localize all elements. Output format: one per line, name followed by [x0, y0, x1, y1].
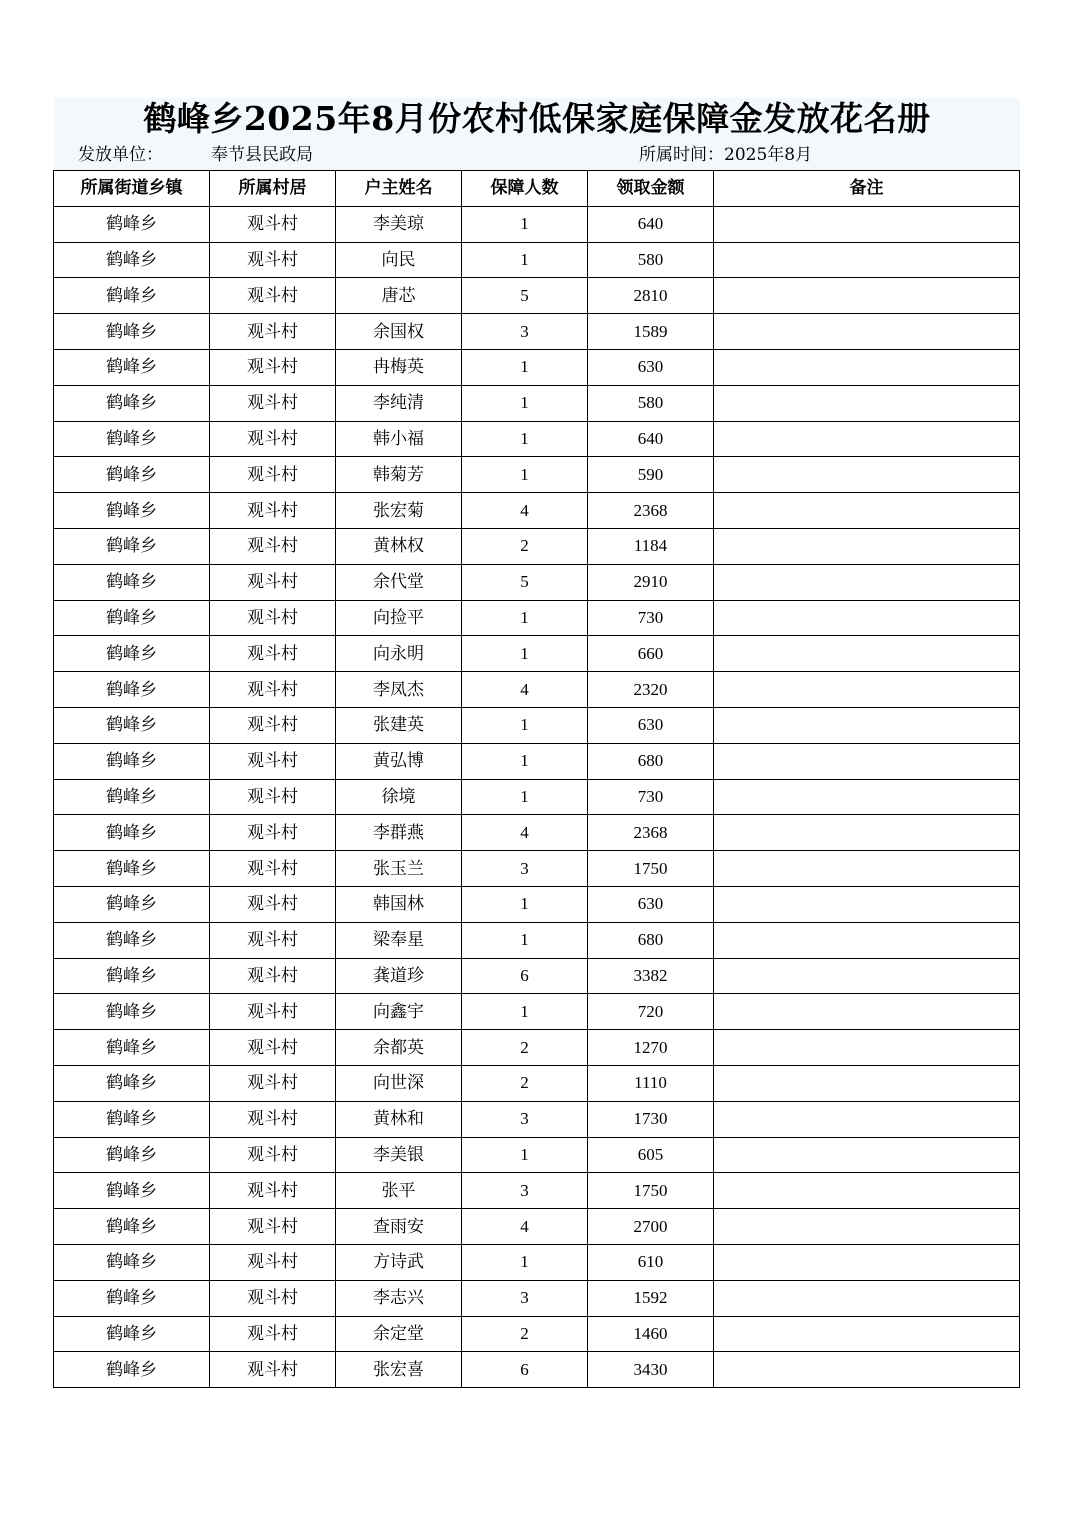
cell-householder: 张玉兰: [336, 851, 462, 887]
cell-town: 鹤峰乡: [54, 672, 210, 708]
cell-note: [714, 815, 1020, 851]
cell-householder: 张宏菊: [336, 493, 462, 529]
cell-householder: 黄林权: [336, 528, 462, 564]
header-village: 所属村居: [210, 171, 336, 207]
table-row: [54, 457, 1020, 493]
cell-village: 观斗村: [210, 600, 336, 636]
cell-householder: 方诗武: [336, 1244, 462, 1280]
cell-count: 5: [462, 564, 588, 600]
cell-count: 1: [462, 457, 588, 493]
cell-town: 鹤峰乡: [54, 278, 210, 314]
cell-town: 鹤峰乡: [54, 421, 210, 457]
cell-village: 观斗村: [210, 385, 336, 421]
cell-town: 鹤峰乡: [54, 242, 210, 278]
cell-note: [714, 1244, 1020, 1280]
cell-village: 观斗村: [210, 1030, 336, 1066]
cell-householder: 梁奉星: [336, 922, 462, 958]
cell-note: [714, 1352, 1020, 1388]
cell-count: 3: [462, 1173, 588, 1209]
cell-count: 1: [462, 385, 588, 421]
cell-note: [714, 779, 1020, 815]
cell-note: [714, 636, 1020, 672]
cell-householder: 余代堂: [336, 564, 462, 600]
cell-count: 1: [462, 707, 588, 743]
table-row: [54, 421, 1020, 457]
cell-village: 观斗村: [210, 457, 336, 493]
cell-householder: 徐境: [336, 779, 462, 815]
cell-town: 鹤峰乡: [54, 457, 210, 493]
cell-town: 鹤峰乡: [54, 922, 210, 958]
cell-town: 鹤峰乡: [54, 707, 210, 743]
cell-count: 5: [462, 278, 588, 314]
table-row: [54, 278, 1020, 314]
cell-householder: 黄林和: [336, 1101, 462, 1137]
table-row: [54, 242, 1020, 278]
cell-town: 鹤峰乡: [54, 815, 210, 851]
cell-amount: 680: [588, 922, 714, 958]
cell-town: 鹤峰乡: [54, 1173, 210, 1209]
cell-town: 鹤峰乡: [54, 385, 210, 421]
header-row: [54, 171, 1020, 207]
cell-count: 3: [462, 1280, 588, 1316]
table-row: [54, 636, 1020, 672]
cell-amount: 2320: [588, 672, 714, 708]
cell-householder: 李纯清: [336, 385, 462, 421]
cell-householder: 龚道珍: [336, 958, 462, 994]
table-row: [54, 1030, 1020, 1066]
cell-amount: 590: [588, 457, 714, 493]
header-note: 备注: [714, 171, 1020, 207]
cell-amount: 640: [588, 421, 714, 457]
cell-village: 观斗村: [210, 278, 336, 314]
cell-town: 鹤峰乡: [54, 743, 210, 779]
cell-count: 4: [462, 815, 588, 851]
cell-village: 观斗村: [210, 672, 336, 708]
cell-village: 观斗村: [210, 815, 336, 851]
cell-amount: 2810: [588, 278, 714, 314]
cell-village: 观斗村: [210, 922, 336, 958]
table-row: [54, 528, 1020, 564]
cell-amount: 1730: [588, 1101, 714, 1137]
cell-count: 2: [462, 1065, 588, 1101]
cell-note: [714, 1209, 1020, 1245]
cell-town: 鹤峰乡: [54, 600, 210, 636]
page-title: 鹤峰乡2025年8月份农村低保家庭保障金发放花名册: [143, 99, 931, 138]
cell-village: 观斗村: [210, 958, 336, 994]
cell-count: 1: [462, 1244, 588, 1280]
table-row: [54, 743, 1020, 779]
table-row: [54, 1244, 1020, 1280]
cell-town: 鹤峰乡: [54, 528, 210, 564]
cell-count: 1: [462, 421, 588, 457]
header-town: 所属街道乡镇: [54, 171, 210, 207]
cell-householder: 余定堂: [336, 1316, 462, 1352]
cell-village: 观斗村: [210, 564, 336, 600]
cell-village: 观斗村: [210, 242, 336, 278]
cell-note: [714, 958, 1020, 994]
header-count: 保障人数: [462, 171, 588, 207]
cell-town: 鹤峰乡: [54, 1352, 210, 1388]
table-row: [54, 922, 1020, 958]
table-row: [54, 314, 1020, 350]
cell-village: 观斗村: [210, 851, 336, 887]
table-row: [54, 206, 1020, 242]
cell-town: 鹤峰乡: [54, 636, 210, 672]
table-row: [54, 1173, 1020, 1209]
cell-householder: 查雨安: [336, 1209, 462, 1245]
cell-count: 1: [462, 636, 588, 672]
cell-amount: 2700: [588, 1209, 714, 1245]
cell-householder: 余国权: [336, 314, 462, 350]
cell-town: 鹤峰乡: [54, 779, 210, 815]
cell-amount: 630: [588, 349, 714, 385]
cell-count: 1: [462, 600, 588, 636]
cell-amount: 630: [588, 886, 714, 922]
cell-amount: 3382: [588, 958, 714, 994]
cell-note: [714, 1137, 1020, 1173]
cell-town: 鹤峰乡: [54, 886, 210, 922]
cell-village: 观斗村: [210, 1280, 336, 1316]
cell-count: 1: [462, 1137, 588, 1173]
cell-amount: 580: [588, 242, 714, 278]
table-row: [54, 779, 1020, 815]
cell-amount: 680: [588, 743, 714, 779]
cell-count: 2: [462, 1316, 588, 1352]
cell-village: 观斗村: [210, 421, 336, 457]
cell-amount: 640: [588, 206, 714, 242]
table-row: [54, 707, 1020, 743]
cell-town: 鹤峰乡: [54, 1101, 210, 1137]
cell-count: 1: [462, 349, 588, 385]
cell-count: 1: [462, 994, 588, 1030]
cell-town: 鹤峰乡: [54, 349, 210, 385]
cell-note: [714, 1173, 1020, 1209]
cell-amount: 1592: [588, 1280, 714, 1316]
cell-village: 观斗村: [210, 1137, 336, 1173]
cell-note: [714, 1101, 1020, 1137]
cell-amount: 610: [588, 1244, 714, 1280]
cell-town: 鹤峰乡: [54, 1030, 210, 1066]
cell-note: [714, 851, 1020, 887]
cell-amount: 2368: [588, 493, 714, 529]
roster-table: [53, 170, 1020, 1388]
cell-householder: 张建英: [336, 707, 462, 743]
table-row: [54, 851, 1020, 887]
cell-note: [714, 1280, 1020, 1316]
cell-village: 观斗村: [210, 636, 336, 672]
table-row: [54, 564, 1020, 600]
cell-count: 4: [462, 1209, 588, 1245]
cell-village: 观斗村: [210, 493, 336, 529]
cell-note: [714, 886, 1020, 922]
cell-householder: 韩菊芳: [336, 457, 462, 493]
cell-householder: 张宏喜: [336, 1352, 462, 1388]
table-row: [54, 1101, 1020, 1137]
cell-note: [714, 1316, 1020, 1352]
cell-village: 观斗村: [210, 1352, 336, 1388]
cell-note: [714, 206, 1020, 242]
cell-town: 鹤峰乡: [54, 1209, 210, 1245]
table-row: [54, 886, 1020, 922]
cell-amount: 2368: [588, 815, 714, 851]
cell-count: 2: [462, 528, 588, 564]
table-row: [54, 493, 1020, 529]
cell-count: 3: [462, 1101, 588, 1137]
cell-householder: 韩小福: [336, 421, 462, 457]
table-row: [54, 1065, 1020, 1101]
cell-village: 观斗村: [210, 206, 336, 242]
cell-note: [714, 1065, 1020, 1101]
cell-note: [714, 457, 1020, 493]
table-row: [54, 672, 1020, 708]
cell-householder: 李群燕: [336, 815, 462, 851]
cell-town: 鹤峰乡: [54, 1280, 210, 1316]
cell-count: 1: [462, 779, 588, 815]
cell-amount: 1460: [588, 1316, 714, 1352]
roster-body: [54, 206, 1020, 1387]
cell-note: [714, 493, 1020, 529]
header-householder: 户主姓名: [336, 171, 462, 207]
cell-note: [714, 1030, 1020, 1066]
cell-householder: 向永明: [336, 636, 462, 672]
cell-householder: 李美银: [336, 1137, 462, 1173]
issuing-unit-label: 发放单位：: [78, 145, 163, 165]
cell-note: [714, 349, 1020, 385]
cell-note: [714, 385, 1020, 421]
cell-note: [714, 994, 1020, 1030]
cell-village: 观斗村: [210, 743, 336, 779]
cell-amount: 3430: [588, 1352, 714, 1388]
cell-town: 鹤峰乡: [54, 206, 210, 242]
cell-householder: 向民: [336, 242, 462, 278]
cell-town: 鹤峰乡: [54, 1065, 210, 1101]
cell-householder: 向鑫宇: [336, 994, 462, 1030]
cell-householder: 余都英: [336, 1030, 462, 1066]
cell-note: [714, 278, 1020, 314]
cell-note: [714, 564, 1020, 600]
cell-town: 鹤峰乡: [54, 994, 210, 1030]
cell-householder: 冉梅英: [336, 349, 462, 385]
cell-count: 1: [462, 242, 588, 278]
table-row: [54, 1280, 1020, 1316]
cell-householder: 韩国林: [336, 886, 462, 922]
cell-village: 观斗村: [210, 1209, 336, 1245]
cell-amount: 660: [588, 636, 714, 672]
cell-town: 鹤峰乡: [54, 1137, 210, 1173]
table-row: [54, 1137, 1020, 1173]
cell-note: [714, 672, 1020, 708]
cell-count: 1: [462, 922, 588, 958]
cell-amount: 730: [588, 600, 714, 636]
cell-town: 鹤峰乡: [54, 493, 210, 529]
cell-village: 观斗村: [210, 1173, 336, 1209]
cell-count: 1: [462, 886, 588, 922]
cell-note: [714, 242, 1020, 278]
cell-amount: 1750: [588, 1173, 714, 1209]
cell-village: 观斗村: [210, 314, 336, 350]
cell-count: 6: [462, 1352, 588, 1388]
issuing-unit-value: 奉节县民政局: [211, 145, 313, 165]
header-amount: 领取金额: [588, 171, 714, 207]
period-label: 所属时间：2025年8月: [639, 145, 813, 165]
cell-village: 观斗村: [210, 528, 336, 564]
cell-householder: 唐芯: [336, 278, 462, 314]
cell-householder: 李美琼: [336, 206, 462, 242]
cell-householder: 向世深: [336, 1065, 462, 1101]
cell-note: [714, 600, 1020, 636]
cell-town: 鹤峰乡: [54, 851, 210, 887]
cell-householder: 黄弘博: [336, 743, 462, 779]
cell-village: 观斗村: [210, 779, 336, 815]
cell-amount: 630: [588, 707, 714, 743]
cell-note: [714, 707, 1020, 743]
cell-count: 3: [462, 314, 588, 350]
cell-amount: 1270: [588, 1030, 714, 1066]
cell-amount: 730: [588, 779, 714, 815]
cell-town: 鹤峰乡: [54, 564, 210, 600]
cell-amount: 2910: [588, 564, 714, 600]
cell-note: [714, 421, 1020, 457]
cell-amount: 1750: [588, 851, 714, 887]
cell-village: 观斗村: [210, 1244, 336, 1280]
cell-amount: 1110: [588, 1065, 714, 1101]
cell-householder: 向捡平: [336, 600, 462, 636]
table-row: [54, 600, 1020, 636]
cell-householder: 张平: [336, 1173, 462, 1209]
cell-village: 观斗村: [210, 886, 336, 922]
cell-note: [714, 528, 1020, 564]
cell-count: 4: [462, 493, 588, 529]
cell-note: [714, 922, 1020, 958]
cell-amount: 1184: [588, 528, 714, 564]
cell-count: 4: [462, 672, 588, 708]
cell-count: 3: [462, 851, 588, 887]
cell-village: 观斗村: [210, 349, 336, 385]
cell-town: 鹤峰乡: [54, 1316, 210, 1352]
cell-householder: 李志兴: [336, 1280, 462, 1316]
cell-count: 1: [462, 206, 588, 242]
table-row: [54, 349, 1020, 385]
table-row: [54, 385, 1020, 421]
cell-village: 观斗村: [210, 1101, 336, 1137]
cell-amount: 580: [588, 385, 714, 421]
cell-note: [714, 743, 1020, 779]
cell-note: [714, 314, 1020, 350]
cell-amount: 720: [588, 994, 714, 1030]
table-row: [54, 815, 1020, 851]
cell-village: 观斗村: [210, 1065, 336, 1101]
table-row: [54, 994, 1020, 1030]
table-row: [54, 1316, 1020, 1352]
cell-town: 鹤峰乡: [54, 1244, 210, 1280]
cell-householder: 李凤杰: [336, 672, 462, 708]
table-row: [54, 1352, 1020, 1388]
cell-town: 鹤峰乡: [54, 314, 210, 350]
cell-town: 鹤峰乡: [54, 958, 210, 994]
table-row: [54, 1209, 1020, 1245]
table-row: [54, 958, 1020, 994]
cell-count: 1: [462, 743, 588, 779]
cell-amount: 1589: [588, 314, 714, 350]
cell-village: 观斗村: [210, 1316, 336, 1352]
cell-village: 观斗村: [210, 707, 336, 743]
cell-amount: 605: [588, 1137, 714, 1173]
cell-count: 2: [462, 1030, 588, 1066]
cell-count: 6: [462, 958, 588, 994]
cell-village: 观斗村: [210, 994, 336, 1030]
